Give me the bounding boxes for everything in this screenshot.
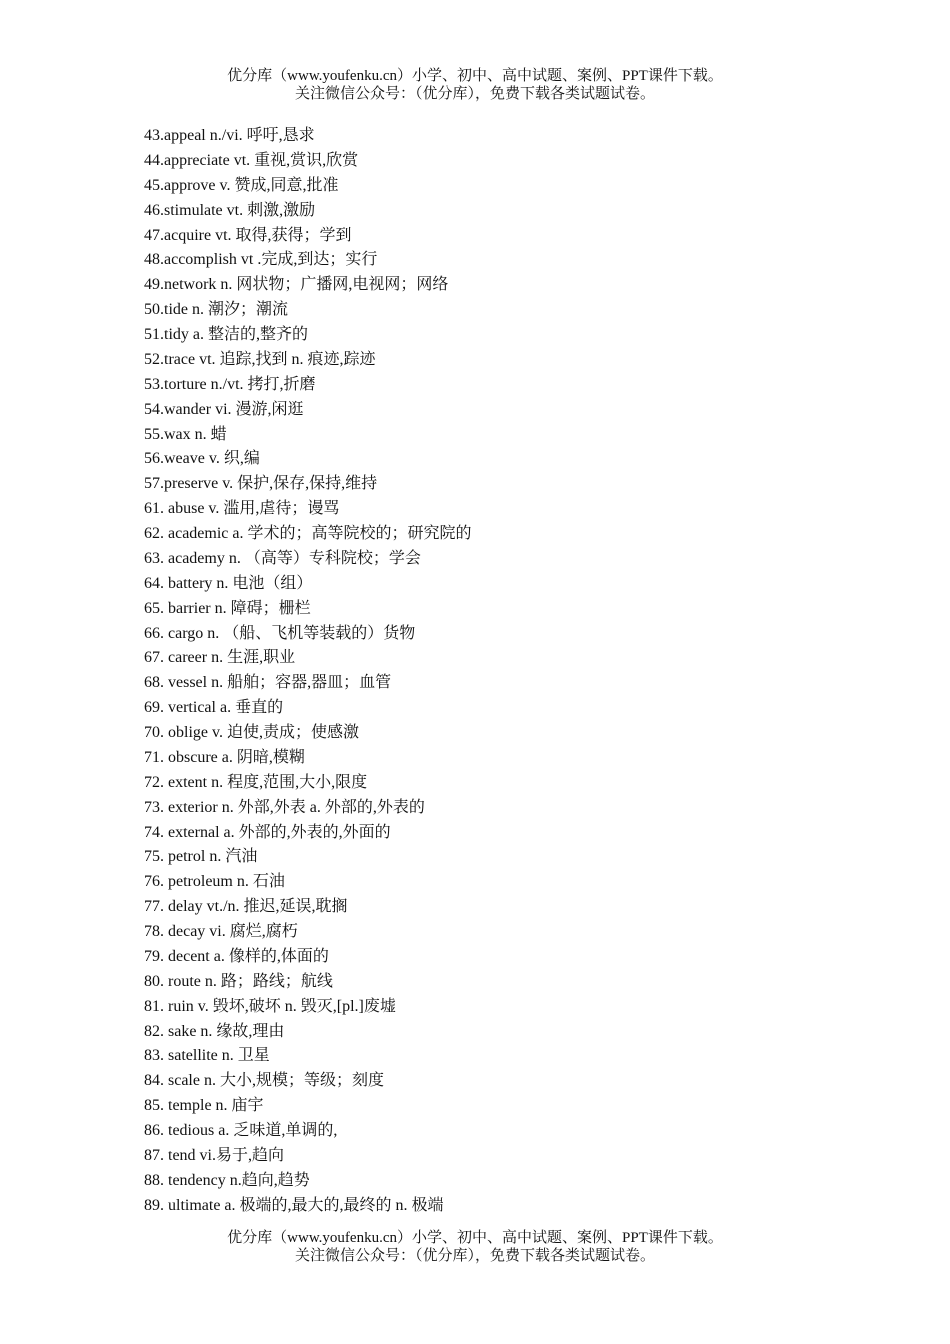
vocab-entry: 72. extent n. 程度,范围,大小,限度 — [144, 773, 368, 791]
vocab-entry: 70. oblige v. 迫使,责成；使感激 — [144, 724, 359, 741]
vocab-entry: 68. vessel n. 船舶；容器,器皿；血管 — [144, 674, 392, 692]
vocab-entry: 82. sake n. 缘故,理由 — [144, 1022, 285, 1040]
vocab-entry: 85. temple n. 庙宇 — [144, 1097, 264, 1115]
vocab-entry: 44.appreciate vt. 重视,赏识,欣赏 — [144, 151, 359, 169]
vocab-entry: 77. delay vt./n. 推迟,延误,耽搁 — [144, 898, 348, 916]
vocab-entry: 83. satellite n. 卫星 — [144, 1047, 270, 1065]
vocab-entry: 81. ruin v. 毁坏,破坏 n. 毁灭,[pl.]废墟 — [144, 997, 396, 1015]
vocab-entry: 62. academic a. 学术的；高等院校的；研究院的 — [144, 525, 472, 542]
vocab-entry: 84. scale n. 大小,规模；等级；刻度 — [144, 1072, 384, 1090]
page-footer — [0, 1229, 950, 1265]
vocab-entry: 75. petrol n. 汽油 — [144, 848, 258, 866]
vocab-entry: 67. career n. 生涯,职业 — [144, 649, 296, 667]
vocab-entry: 79. decent a. 像样的,体面的 — [144, 947, 329, 965]
footer-line-2: 关注微信公众号：（优分库），免费下载各类试题试卷。 — [294, 1248, 655, 1264]
vocab-entry: 55.wax n. 蜡 — [144, 425, 227, 443]
vocabulary-list — [144, 124, 844, 1219]
vocab-entry: 86. tedious a. 乏味道,单调的, — [144, 1122, 338, 1139]
vocab-entry: 51.tidy a. 整洁的,整齐的 — [144, 326, 308, 343]
vocab-entry: 47.acquire vt. 取得,获得；学到 — [144, 226, 352, 244]
vocab-entry: 76. petroleum n. 石油 — [144, 873, 285, 891]
vocab-entry: 69. vertical a. 垂直的 — [144, 699, 284, 717]
vocab-entry: 71. obscure a. 阴暗,模糊 — [144, 748, 305, 766]
vocab-entry: 61. abuse v. 滥用,虐待；谩骂 — [144, 500, 340, 518]
vocab-entry: 87. tend vi.易于,趋向 — [144, 1146, 284, 1164]
vocab-entry: 56.weave v. 织,编 — [144, 450, 260, 468]
vocab-entry: 89. ultimate a. 极端的,最大的,最终的 n. 极端 — [144, 1196, 444, 1214]
vocab-entry: 63. academy n. （高等）专科院校；学会 — [144, 549, 421, 567]
vocab-entry: 45.approve v. 赞成,同意,批准 — [144, 176, 339, 194]
vocab-entry: 54.wander vi. 漫游,闲逛 — [144, 400, 304, 418]
vocab-entry: 73. exterior n. 外部,外表 a. 外部的,外表的 — [144, 798, 425, 816]
vocab-entry: 78. decay vi. 腐烂,腐朽 — [144, 923, 298, 940]
vocab-entry: 46.stimulate vt. 刺激,激励 — [144, 201, 316, 219]
header-line-1: 优分库（www.youfenku.cn）小学、初中、高中试题、案例、PPT课件下载。 — [227, 68, 723, 84]
vocab-entry: 57.preserve v. 保护,保存,保持,维持 — [144, 475, 378, 493]
vocab-entry: 52.trace vt. 追踪,找到 n. 痕迹,踪迹 — [144, 350, 376, 368]
vocab-entry: 66. cargo n. （船、飞机等装载的）货物 — [144, 624, 416, 642]
vocab-entry: 53.torture n./vt. 拷打,折磨 — [144, 375, 316, 393]
vocab-entry: 64. battery n. 电池（组） — [144, 574, 313, 592]
vocab-entry: 49.network n. 网状物；广播网,电视网；网络 — [144, 276, 449, 294]
header-line-2: 关注微信公众号：（优分库），免费下载各类试题试卷。 — [294, 86, 655, 102]
page-header — [0, 67, 950, 103]
vocab-entry: 80. route n. 路；路线；航线 — [144, 972, 333, 990]
vocab-entry: 48.accomplish vt .完成,到达；实行 — [144, 251, 378, 269]
footer-line-1: 优分库（www.youfenku.cn）小学、初中、高中试题、案例、PPT课件下载。 — [227, 1230, 723, 1246]
vocab-entry: 50.tide n. 潮汐；潮流 — [144, 301, 288, 319]
vocab-entry: 65. barrier n. 障碍；栅栏 — [144, 599, 311, 617]
vocab-entry: 88. tendency n.趋向,趋势 — [144, 1171, 310, 1189]
vocab-entry: 43.appeal n./vi. 呼吁,恳求 — [144, 127, 315, 144]
vocab-entry: 74. external a. 外部的,外表的,外面的 — [144, 823, 391, 841]
